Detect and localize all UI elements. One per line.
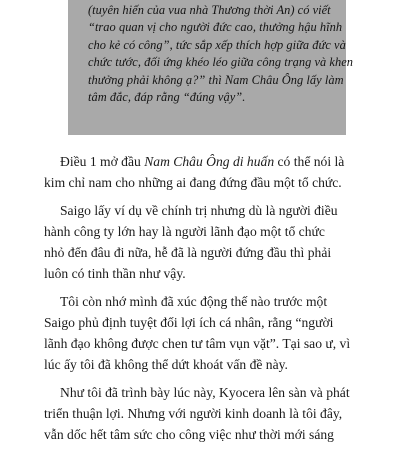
body-text	[44, 151, 374, 452]
quote-box	[68, 0, 354, 135]
paragraph-3	[44, 291, 374, 375]
text-run: Điều 1 mở đầu	[60, 154, 145, 169]
text-line: kim chỉ nam cho những ai đang đứng đầu một tổ chức.	[44, 175, 342, 190]
text-line	[44, 151, 374, 172]
text-line: Tôi còn nhớ mình đã xúc động thế nào trước một	[60, 294, 328, 309]
quote-line: thưởng phải không ạ?” thì Nam Châu Ông lấy làm	[88, 72, 344, 87]
quote-line: chức tước, đối ứng khéo léo giữa công trạng và khen	[88, 55, 354, 70]
text-line: lúc ấy tôi đã không thể dứt khoát vấn đề này.	[44, 357, 288, 372]
book-title: Nam Châu Ông di huấn	[144, 154, 275, 169]
quote-line: “trao quan vị cho người đức cao, thưởng hậu hĩnh	[88, 20, 343, 35]
paragraph-1	[44, 151, 374, 193]
text-line: nhỏ đến đâu đi nữa, hễ đã là người đứng đầu thì phải	[44, 245, 332, 260]
text-line: vẫn dốc hết tâm sức cho công việc như thời mới sáng	[44, 427, 334, 442]
text-line: luôn có tinh thần như vậy.	[44, 266, 186, 281]
quote-line: tâm đắc, đáp rằng “đúng vậy”.	[88, 90, 246, 105]
text-run: có thể nói là	[274, 154, 345, 169]
text-line: lãnh đạo không được chen tư tâm vụn vặt”. Tại sao ư, vì	[44, 336, 351, 351]
text-line: triển thuận lợi. Nhưng với người kinh doanh là tôi đây,	[44, 406, 343, 421]
text-line: Saigo lấy ví dụ về chính trị nhưng dù là người điều	[60, 203, 338, 218]
paragraph-4	[44, 382, 374, 445]
paragraph-2	[44, 200, 374, 284]
quote-line: cho kẻ có công”, tức sắp xếp thích hợp giữa đức và	[88, 37, 346, 52]
text-line: Saigo phủ định tuyệt đối lợi ích cá nhân, rằng “người	[44, 315, 334, 330]
text-line: Như tôi đã trình bày lúc này, Kyocera lên sàn và phát	[60, 385, 350, 400]
quote-line: (tuyên hiến của vua nhà Thương thời An) có viết	[88, 3, 331, 17]
text-line: hành công ty lớn hay là người lãnh đạo một tổ chức	[44, 224, 325, 239]
